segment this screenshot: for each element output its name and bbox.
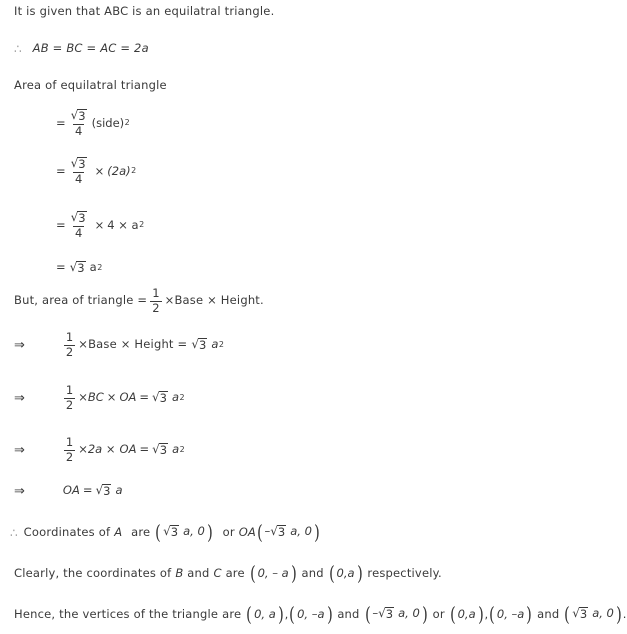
fraction-denominator: 2 — [152, 300, 160, 315]
implies-1-tail: a — [211, 337, 219, 352]
fraction-one-half — [150, 288, 161, 314]
sqrt-icon — [572, 607, 588, 621]
implies-4-line — [14, 484, 123, 498]
area-heading-line — [14, 80, 167, 92]
fraction-sqrt3-over-4 — [69, 109, 89, 138]
radicand-value: 3 — [78, 109, 86, 123]
conjunction-and: and — [187, 565, 210, 580]
vertex-4 — [449, 602, 485, 626]
radicand-value: 3 — [78, 211, 86, 225]
area-step-1-line: = √ 3 4 (side) 2 — [56, 108, 130, 139]
fraction-sqrt3-over-4 — [69, 211, 89, 240]
fraction-one-half — [64, 437, 75, 463]
coordinates-of-a-or: or — [222, 524, 235, 539]
coordinates-of-a-prefix: Coordinates of — [23, 524, 111, 539]
point-label-b: B — [175, 565, 184, 580]
therefore-icon: ∴ — [14, 42, 22, 56]
times-sign: × — [94, 163, 105, 178]
side-equality-text: AB = BC = AC = 2a — [32, 41, 149, 56]
radicand-value: 3 — [385, 607, 394, 622]
sqrt-icon — [378, 607, 394, 621]
left-paren: ( — [249, 561, 256, 585]
radical-tick: √ — [70, 108, 79, 122]
given-statement-text: It is given that ABC is an equilatral triangle. — [14, 4, 275, 18]
left-paren: ( — [328, 561, 335, 585]
radical-tick: √ — [95, 483, 104, 497]
but-area-prefix: But, area of triangle = — [14, 293, 148, 308]
vertex-2 — [288, 602, 333, 626]
vertex-3-rest: a, 0 — [398, 606, 420, 621]
fraction-numerator: 1 — [65, 435, 74, 449]
coordinate-pair-a-positive — [154, 520, 213, 544]
right-paren: ) — [206, 520, 213, 544]
left-paren: ( — [489, 602, 495, 626]
equals-sign: = — [56, 115, 66, 130]
coordinates-b-c-line — [14, 561, 442, 585]
fraction-denominator: 2 — [65, 397, 74, 412]
vertex-5-value: 0, –a — [496, 606, 525, 621]
radical-tick: √ — [163, 524, 171, 539]
coordinates-b-c-prefix: Clearly, the coordinates of — [14, 565, 172, 580]
implies-1-line: ⇒ $\frac{1}{2}$ ×Base × Height = √ 3 a 2 — [14, 330, 224, 359]
radical-tick: √ — [69, 260, 78, 274]
radical-tick: √ — [378, 606, 386, 621]
fraction-denominator: 4 — [74, 226, 83, 241]
area-step-1-rest: (side) — [91, 115, 125, 130]
sqrt-icon — [70, 261, 86, 275]
implies-3-tail: a — [172, 442, 180, 457]
conjunction-and: and — [337, 606, 360, 621]
sqrt-icon — [191, 338, 207, 352]
fraction-one-half — [64, 332, 75, 358]
vertex-3-value — [371, 607, 420, 621]
right-paren: ) — [277, 602, 284, 626]
equals-sign: = — [56, 163, 66, 178]
coordinate-pair-c — [328, 561, 364, 585]
radicand-value: 3 — [198, 337, 207, 352]
radicand-value: 3 — [103, 484, 111, 498]
equals-sign: = — [139, 442, 150, 457]
side-equality-line — [14, 43, 149, 55]
left-paren: ( — [246, 602, 253, 626]
implies-1-middle: ×Base × Height = — [78, 337, 188, 352]
minus-sign: – — [372, 606, 379, 621]
vertex-6 — [563, 602, 622, 626]
left-paren: ( — [155, 520, 162, 544]
radical-tick: √ — [270, 524, 278, 539]
implies-2-segment-oa: OA — [119, 390, 137, 405]
equals-sign: = — [139, 390, 149, 405]
vertex-4-value: 0,a — [457, 606, 476, 621]
right-paren: ) — [526, 602, 533, 626]
area-step-3-rest: 4 × a — [107, 217, 139, 232]
right-paren: ) — [615, 602, 622, 626]
sqrt-icon — [71, 109, 87, 123]
radical-tick: √ — [572, 606, 580, 621]
radical-tick: √ — [70, 156, 79, 170]
area-step-2-rest: (2a) — [107, 163, 131, 178]
fraction-numerator: 1 — [65, 330, 74, 344]
implies-2-times: × — [78, 390, 88, 405]
right-paren: ) — [356, 561, 363, 585]
left-paren: ( — [256, 520, 263, 544]
final-vertices-line — [14, 602, 627, 626]
vertex-6-value — [571, 607, 615, 621]
fraction-numerator: 1 — [65, 383, 74, 397]
vertex-1 — [245, 602, 284, 626]
vertex-5 — [488, 602, 533, 626]
vertex-6-rest: a, 0 — [592, 606, 614, 621]
fraction-numerator — [69, 157, 89, 172]
radical-tick: √ — [152, 389, 160, 404]
left-paren: ( — [449, 602, 456, 626]
fraction-denominator: 2 — [65, 449, 74, 464]
area-heading-text: Area of equilatral triangle — [14, 78, 167, 92]
sqrt-icon — [152, 443, 168, 457]
radicand-value: 3 — [78, 157, 86, 171]
sqrt-icon — [71, 157, 87, 171]
but-area-formula-line — [14, 288, 264, 314]
conjunction-or: or — [432, 606, 445, 621]
fraction-sqrt3-over-4 — [69, 157, 89, 186]
coordinate-pair-c-value: 0,a — [336, 565, 355, 580]
radicand-value: 3 — [77, 261, 85, 275]
sqrt-icon — [152, 391, 168, 405]
oa-label: OA — [238, 524, 256, 539]
sqrt-icon — [163, 525, 179, 539]
vertex-3 — [364, 602, 429, 626]
fraction-denominator: 4 — [74, 172, 83, 187]
implies-arrow-icon: ⇒ — [14, 483, 25, 499]
fraction-denominator: 4 — [74, 124, 83, 139]
left-paren: ( — [564, 602, 571, 626]
radical-tick: √ — [152, 441, 160, 456]
implies-arrow-icon: ⇒ — [14, 337, 25, 353]
times-sign: × — [106, 390, 117, 405]
coordinates-of-a-line — [10, 520, 321, 544]
implies-3-line: ⇒ $\frac{1}{2}$ ×2a × OA = √ 3 a 2 — [14, 435, 185, 464]
implies-2-line: ⇒ $\frac{1}{2}$ × BC × OA = √ 3 a 2 — [14, 383, 185, 412]
conjunction-and-2: and — [537, 606, 560, 621]
area-step-2-line: = √ 3 4 × (2a) 2 — [56, 156, 137, 187]
radicand-value: 3 — [159, 390, 167, 405]
implies-arrow-icon: ⇒ — [14, 442, 25, 458]
implies-4-tail: a — [115, 483, 123, 498]
area-step-3-line: = √ 3 4 × 4 × a 2 — [56, 210, 145, 241]
radicand-value: 3 — [277, 525, 286, 540]
coordinate-pair-inner — [264, 525, 313, 539]
coordinate-pair-a-neg-rest: a, 0 — [290, 524, 312, 539]
equals-sign: = — [56, 260, 66, 275]
final-period: . — [622, 606, 627, 621]
minus-sign: – — [264, 524, 271, 539]
coordinates-b-c-suffix: respectively. — [367, 565, 442, 580]
comma: , — [284, 606, 289, 621]
right-paren: ) — [313, 520, 320, 544]
left-paren: ( — [364, 602, 371, 626]
area-step-4-line: = √ 3 a 2 — [56, 260, 103, 275]
coordinates-b-c-are: are — [225, 565, 245, 580]
coordinate-pair-a-rest: a, 0 — [183, 524, 205, 539]
fraction-numerator: 1 — [152, 286, 160, 300]
implies-arrow-icon: ⇒ — [14, 390, 25, 406]
sqrt-icon — [95, 484, 111, 498]
coordinates-of-a-are: are — [131, 524, 151, 539]
right-paren: ) — [290, 561, 297, 585]
fraction-numerator — [69, 211, 89, 226]
fraction-numerator — [69, 109, 89, 124]
implies-4-lhs: OA — [62, 483, 80, 498]
right-paren: ) — [477, 602, 484, 626]
coordinate-pair-b — [249, 561, 298, 585]
left-paren: ( — [289, 602, 296, 626]
right-paren: ) — [421, 602, 428, 626]
radicand-value: 3 — [579, 607, 588, 622]
vertex-2-value: 0, –a — [297, 606, 325, 621]
point-label-c: C — [213, 565, 222, 580]
implies-2-tail: a — [171, 390, 180, 405]
fraction-one-half — [64, 385, 75, 411]
given-statement-line — [14, 6, 274, 18]
therefore-icon: ∴ — [10, 525, 18, 540]
vertex-1-value: 0, a — [254, 606, 276, 621]
radical-tick: √ — [70, 210, 79, 224]
but-area-rest: ×Base × Height. — [164, 293, 264, 308]
coordinate-pair-inner — [162, 525, 206, 539]
implies-3-middle: ×2a × — [78, 442, 116, 457]
equals-sign: = — [56, 217, 66, 232]
implies-2-segment-bc: BC — [87, 390, 104, 405]
point-label-a: A — [114, 524, 123, 539]
sqrt-icon — [270, 525, 286, 539]
area-step-4-rest: a — [89, 260, 97, 275]
radical-tick: √ — [191, 336, 199, 351]
radicand-value: 3 — [159, 442, 168, 457]
implies-3-segment-oa: OA — [119, 442, 137, 457]
fraction-denominator: 2 — [65, 344, 74, 359]
coordinate-pair-b-value: 0, – a — [257, 565, 289, 580]
right-paren: ) — [326, 602, 333, 626]
comma: , — [484, 606, 489, 621]
conjunction-and-2: and — [301, 565, 324, 580]
final-vertices-prefix: Hence, the vertices of the triangle are — [14, 606, 242, 621]
radicand-value: 3 — [170, 525, 179, 540]
times-sign: × — [94, 217, 105, 232]
coordinate-pair-a-negative — [256, 520, 321, 544]
equals-sign: = — [82, 483, 93, 498]
sqrt-icon — [71, 211, 87, 225]
